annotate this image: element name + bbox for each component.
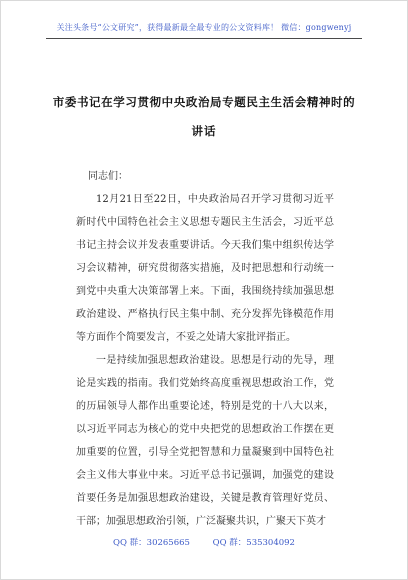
qq-group-2: QQ 群：535304092: [212, 538, 295, 548]
qq-group-1: QQ 群：30265665: [113, 538, 190, 548]
header-divider: [46, 38, 362, 39]
document-body: [76, 165, 334, 533]
salutation: 同志们：: [88, 171, 128, 182]
paragraph: 12月21日至22日，中央政治局召开学习贯彻习近平新时代中国特色社会主义思想专题民主生活会，习近平总书记主持会议并发表重要讲话。今天我们集中组织传达学习会议精神，研究贯彻落实措施，及时把思想和行动统一到党中央重大决策部署上来。下面，我围绕持续加强思想政治建设、严格执行民主集中制、充分发挥先锋模范作用等方面作个简要发言，不妥之处请大家批评指正。: [76, 194, 334, 343]
document-title-continued: 讲话: [191, 124, 217, 138]
document-title: 市委书记在学习贯彻中央政治局专题民主生活会精神时的: [52, 95, 356, 109]
header-banner: 关注头条号“公文研究”，获得最新最全最专业的公文资料库！ 微信：gongwenyj: [56, 23, 352, 32]
paragraph: 一是持续加强思想政治建设。思想是行动的先导，理论是实践的指南。我们党始终高度重视思想政治工作，党的历届领导人都作出重要论述，特别是党的十八大以来，以习近平同志为核心的党中央把党的思想政治工作摆在更加重要的位置，引导全党把智慧和力量凝聚到中国特色社会主义伟大事业中来。习近平总书记强调，加强党的建设首要任务是加强思想政治建设，关键是教育管理好党员、干部；加强思想政治引领，广泛凝聚共识，广聚天下英才: [76, 355, 334, 527]
footer-contact: [0, 536, 408, 548]
